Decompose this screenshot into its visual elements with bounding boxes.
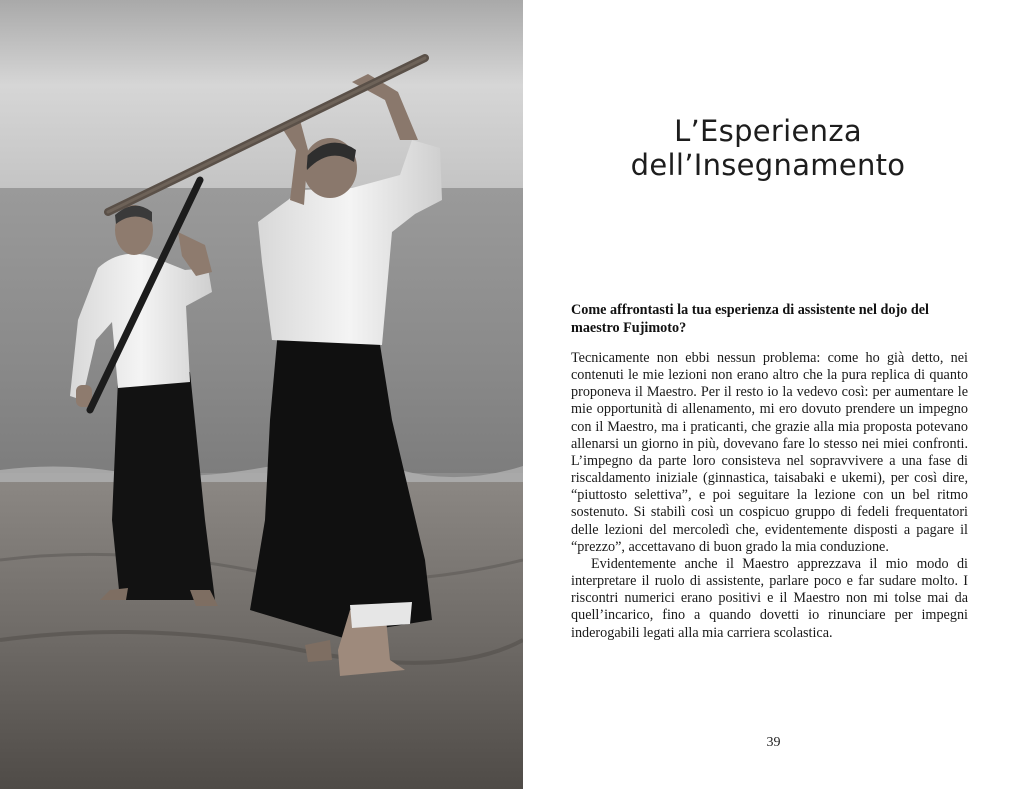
interview-question: Come affrontasti la tua esperienza di assistente nel dojo del maestro Fujimoto? — [571, 302, 929, 336]
page-number: 39 — [766, 735, 781, 750]
sky — [0, 0, 523, 190]
sand — [0, 482, 523, 789]
chapter-title-line-2: dell’Insegnamento — [630, 148, 906, 182]
answer-paragraph: Evidentemente anche il Maestro apprezzava il mio modo di interpretare il ruolo di assistente, parlare poco e far sudare molto. I riscontri numerici erano positivi e il Maestro non mi tolse mai da quell’incarico, fino a quando dovetti io rinunciare per impegni inderogabili legati alla mia carriera scolastica. — [571, 555, 968, 641]
interview-answer — [571, 350, 968, 642]
chapter-title — [583, 114, 953, 182]
answer-paragraph: Tecnicamente non ebbi nessun problema: come ho già detto, nei contenuti le mie lezioni non erano altro che la pura replica di quanto proponeva il Maestro. Per il resto io la vedevo così: per aumentare le mie opportunità di allenamento, mi ero dovuto prendere un impegno con il Maestro, ma i praticanti, che grazie alla mia proposta potevano allenarsi un giorno in più, dovevano fare lo stesso nei miei confronti. L’impegno da parte loro consisteva nel sopravvivere a una fase di riscaldamento iniziale (ginnastica, taisabaki e ukemi), per così dire, “piuttosto selettiva”, e poi seguitare la lezione con un bel ritmo sostenuto. Si stabilì così un cospicuo gruppo di fedeli frequentatori delle lezioni del mercoledì che, evidentemente disposti a pagare il “prezzo”, accettavano di buon grado la mia conduzione. — [571, 350, 968, 555]
chapter-title-line-1: L’Esperienza — [674, 114, 862, 148]
text-page — [523, 0, 1024, 789]
